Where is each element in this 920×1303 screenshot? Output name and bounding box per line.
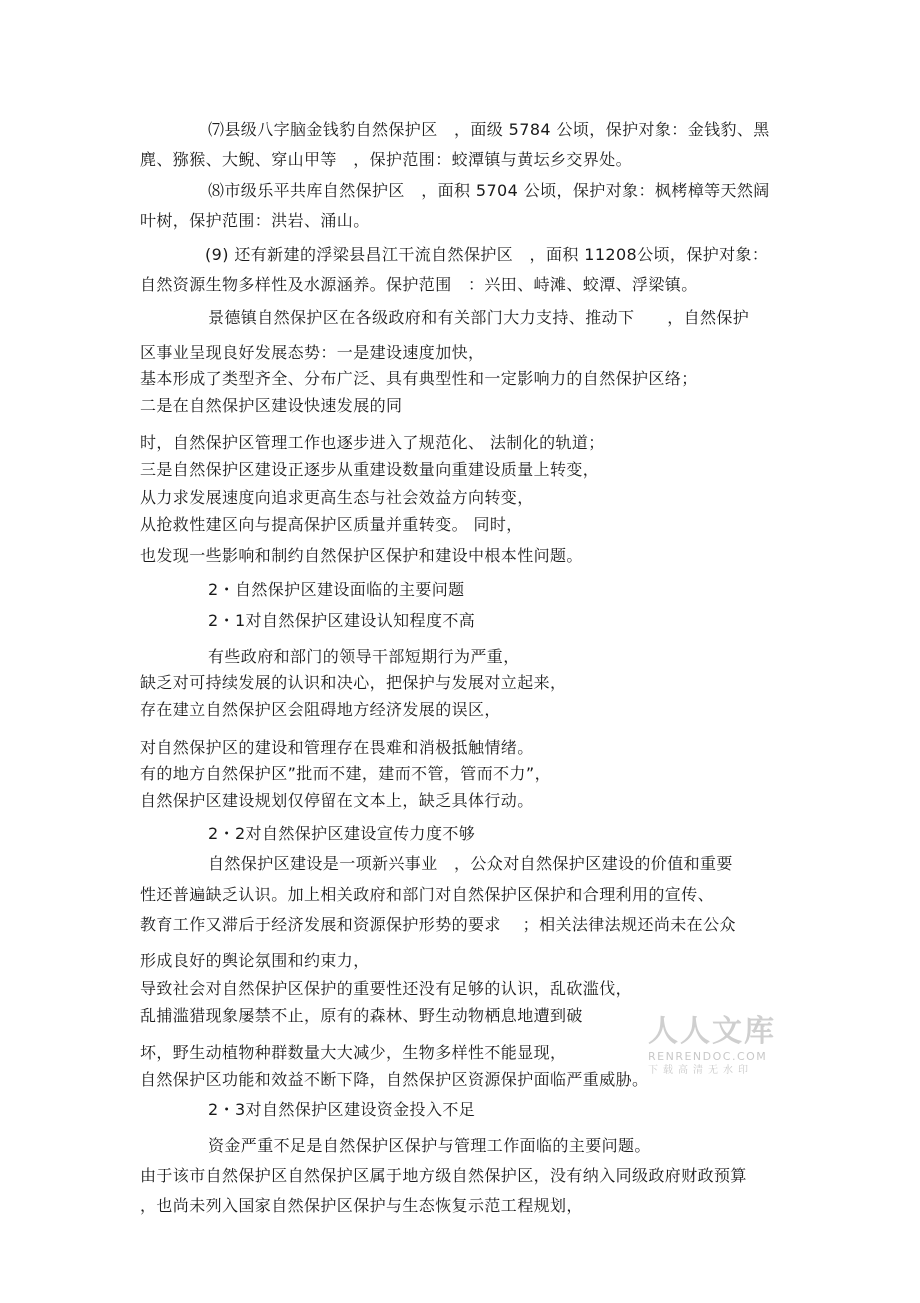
text-line: 自然资源生物多样性及水源涵养。保护范围 ：兴田、峙滩、蛟潭、浮梁镇。 [140,275,698,294]
text-line: 形成良好的舆论氛围和约束力， [140,951,370,970]
text-line: 从抢救性建区向与提高保护区质量并重转变。 同时， [140,515,523,534]
watermark-domain: RENRENDOC.COM [648,1050,768,1063]
text-line: 性还普遍缺乏认识。加上相关政府和部门对自然保护区保护和合理利用的宣传、 [140,885,715,904]
text-line: 自然保护区建设规划仅停留在文本上，缺乏具体行动。 [140,791,534,810]
text-line: 导致社会对自然保护区保护的重要性还没有足够的认识，乱砍滥伐， [140,979,633,998]
text-line: 缺乏对可持续发展的认识和决心，把保护与发展对立起来， [140,673,567,692]
text-line: 自然保护区功能和效益不断下降，自然保护区资源保护面临严重威胁。 [140,1070,649,1089]
section-heading: 2・2对自然保护区建设宣传力度不够 [208,824,476,843]
text-line: 资金严重不足是自然保护区保护与管理工作面临的主要问题。 [208,1136,651,1155]
text-line: 对自然保护区的建设和管理存在畏难和消极抵触情绪。 [140,738,534,757]
text-line: 有的地方自然保护区”批而不建，建而不管，管而不力”， [140,764,551,783]
text-line: 景德镇自然保护区在各级政府和有关部门大力支持、推动下 ，自然保护 [208,308,750,327]
text-line: 从力求发展速度向追求更高生态与社会效益方向转变， [140,488,534,507]
text-line: 时，自然保护区管理工作也逐步进入了规范化、 法制化的轨道； [140,433,605,452]
text-line: 区事业呈现良好发展态势：一是建设速度加快， [140,343,485,362]
watermark [648,1015,776,1077]
watermark-title: 人人文库 [648,1014,776,1049]
text-line: ，也尚未列入国家自然保护区保护与生态恢复示范工程规划， [140,1196,583,1215]
text-line: 存在建立自然保护区会阻碍地方经济发展的误区， [140,700,501,719]
section-heading: 2・1对自然保护区建设认知程度不高 [208,611,476,630]
text-line: 教育工作又滞后于经济发展和资源保护形势的要求 ；相关法律法规还尚未在公众 [140,915,736,934]
text-line: 三是自然保护区建设正逐步从重建设数量向重建设质量上转变， [140,460,600,479]
text-line: 二是在自然保护区建设快速发展的同 [140,396,403,415]
text-line: (9) 还有新建的浮梁县昌江干流自然保护区 ，面积 11208公顷，保护对象： [205,245,769,264]
text-line: 也发现一些影响和制约自然保护区保护和建设中根本性问题。 [140,546,583,565]
section-heading: 2・自然保护区建设面临的主要问题 [208,580,465,599]
text-line: ⑺县级八字脑金钱豹自然保护区 ，面级 5784 公顷，保护对象：金钱豹、黑 [208,120,770,139]
text-line: ⑻市级乐平共库自然保护区 ，面积 5704 公顷，保护对象：枫栲樟等天然阔 [208,181,770,200]
text-line: 基本形成了类型齐全、分布广泛、具有典型性和一定影响力的自然保护区络； [140,369,698,388]
section-heading: 2・3对自然保护区建设资金投入不足 [208,1100,476,1119]
text-line: 麂、猕猴、大鲵、穿山甲等 ，保护范围：蛟潭镇与黄坛乡交界处。 [140,150,633,169]
text-line: 自然保护区建设是一项新兴事业 ，公众对自然保护区建设的价值和重要 [208,854,733,873]
text-line: 叶树，保护范围：洪岩、涌山。 [140,211,370,230]
text-line: 由于该市自然保护区自然保护区属于地方级自然保护区，没有纳入同级政府财政预算 [140,1166,747,1185]
watermark-slogan: 下载高清无水印 [648,1065,753,1076]
text-line: 乱捕滥猎现象屡禁不止，原有的森林、野生动物栖息地遭到破 [140,1006,583,1025]
text-line: 有些政府和部门的领导干部短期行为严重， [208,647,520,666]
text-line: 坏，野生动植物种群数量大大减少，生物多样性不能显现， [140,1043,567,1062]
